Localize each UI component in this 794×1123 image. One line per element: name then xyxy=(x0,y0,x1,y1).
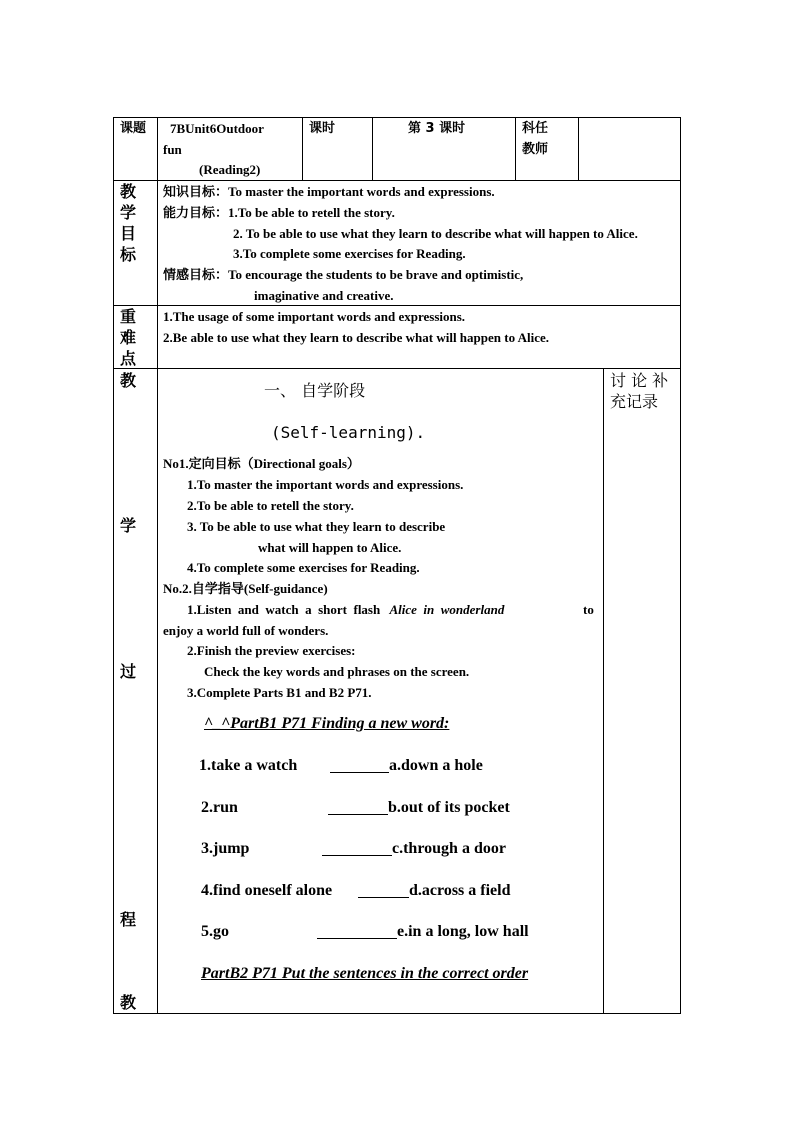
match-left-4: 4.find oneself alone xyxy=(201,882,333,899)
process-side-char-4: 程 xyxy=(120,910,137,929)
key-point-2: 2.Be able to use what they learn to describe what will happen to Alice. xyxy=(163,330,550,345)
ability-objective-1: 能力目标：1.To be able to retell the story. xyxy=(163,205,395,220)
match-right-1: a.down a hole xyxy=(330,756,483,776)
section-subtitle: (Self-learning). xyxy=(271,423,426,442)
no2-item-2-sub: Check the key words and phrases on the screen. xyxy=(204,664,470,679)
objectives-side-char-2: 学 xyxy=(120,203,137,222)
match-right-3: c.through a door xyxy=(322,839,506,859)
emotion-objective-cont: imaginative and creative. xyxy=(254,288,394,303)
no2-item-2: 2.Finish the preview exercises: xyxy=(187,643,356,658)
match-left-5: 5.go xyxy=(201,923,229,940)
process-side-char-3: 过 xyxy=(120,662,137,681)
answer-blank-1[interactable] xyxy=(330,758,389,773)
match-left-3: 3.jump xyxy=(201,840,250,857)
no2-title: No.2.自学指导(Self-guidance) xyxy=(163,581,328,596)
objectives-side-char-3: 目 xyxy=(120,224,137,243)
no1-item-3: 3. To be able to use what they learn to describe xyxy=(187,519,446,534)
keypoints-side-char-1: 重 xyxy=(120,307,137,326)
ability-objective-3: 3.To complete some exercises for Reading. xyxy=(233,246,466,261)
header-col-divider-1 xyxy=(302,117,303,180)
process-side-char-1: 教 xyxy=(120,371,137,390)
answer-blank-3[interactable] xyxy=(322,841,392,856)
flash-title: Alice in wonderland xyxy=(389,602,505,617)
answer-blank-5[interactable] xyxy=(317,924,397,939)
topic-line-2: fun xyxy=(163,142,182,157)
match-left-2: 2.run xyxy=(201,799,238,816)
process-side-char-2: 学 xyxy=(120,516,137,535)
partb2-title: PartB2 P71 Put the sentences in the correct order xyxy=(201,965,529,982)
no2-item-1 xyxy=(187,602,504,618)
teacher-label-line-1: 科任 xyxy=(522,121,549,136)
period-value: 第 3 课时 xyxy=(408,121,466,136)
no1-item-1: 1.To master the important words and expressions. xyxy=(187,477,464,492)
header-col-divider-2 xyxy=(372,117,373,180)
key-point-1: 1.The usage of some important words and expressions. xyxy=(163,309,466,324)
teacher-label-line-2: 教师 xyxy=(522,142,549,157)
match-right-5: e.in a long, low hall xyxy=(317,922,529,942)
no2-item-1-text: 1.Listen and watch a short flash xyxy=(187,602,381,617)
topic-line-3: (Reading2) xyxy=(199,162,261,177)
no2-item-1-to: to xyxy=(583,602,594,617)
knowledge-objective: 知识目标：To master the important words and expressions. xyxy=(163,184,495,199)
keypoints-side-char-3: 点 xyxy=(120,349,137,368)
period-label: 课时 xyxy=(309,121,336,136)
objectives-side-char-4: 标 xyxy=(120,245,137,264)
emotion-objective: 情感目标：To encourage the students to be brave and optimistic, xyxy=(163,267,524,282)
match-left-1: 1.take a watch xyxy=(199,757,298,774)
no1-item-4: 4.To complete some exercises for Reading. xyxy=(187,560,420,575)
table-border-bottom xyxy=(113,1013,681,1014)
notes-header-line-2: 充记录 xyxy=(610,392,659,411)
process-side-char-5: 教 xyxy=(120,993,137,1012)
topic-label: 课题 xyxy=(120,121,147,136)
no2-item-3: 3.Complete Parts B1 and B2 P71. xyxy=(187,685,372,700)
notes-header-line-1: 讨 论 补 xyxy=(610,371,669,390)
no2-item-1-cont: enjoy a world full of wonders. xyxy=(163,623,329,638)
table-rule-2 xyxy=(113,305,681,306)
topic-line-1: 7BUnit6Outdoor xyxy=(170,121,264,136)
ability-objective-2: 2. To be able to use what they learn to describe what will happen to Alice. xyxy=(233,226,638,241)
table-rule-3 xyxy=(113,368,681,369)
answer-blank-2[interactable] xyxy=(328,800,388,815)
no1-title: No1.定向目标（Directional goals） xyxy=(163,456,360,471)
table-border-right xyxy=(680,117,681,1014)
keypoints-side-char-2: 难 xyxy=(120,328,137,347)
answer-blank-4[interactable] xyxy=(358,883,409,898)
objectives-side-char-1: 教 xyxy=(120,182,137,201)
notes-col-divider xyxy=(603,368,604,1013)
header-col-divider-3 xyxy=(515,117,516,180)
match-right-2: b.out of its pocket xyxy=(328,798,510,818)
section-title: 一、 自学阶段 xyxy=(264,381,366,400)
no1-item-3-cont: what will happen to Alice. xyxy=(258,540,402,555)
table-border-top xyxy=(113,117,681,118)
table-rule-1 xyxy=(113,180,681,181)
match-right-4: d.across a field xyxy=(358,881,510,901)
no1-item-2: 2.To be able to retell the story. xyxy=(187,498,354,513)
header-col-divider-4 xyxy=(578,117,579,180)
table-col-divider xyxy=(157,117,158,1014)
partb1-title: ^_^PartB1 P71 Finding a new word: xyxy=(204,715,450,732)
table-border-left xyxy=(113,117,114,1014)
